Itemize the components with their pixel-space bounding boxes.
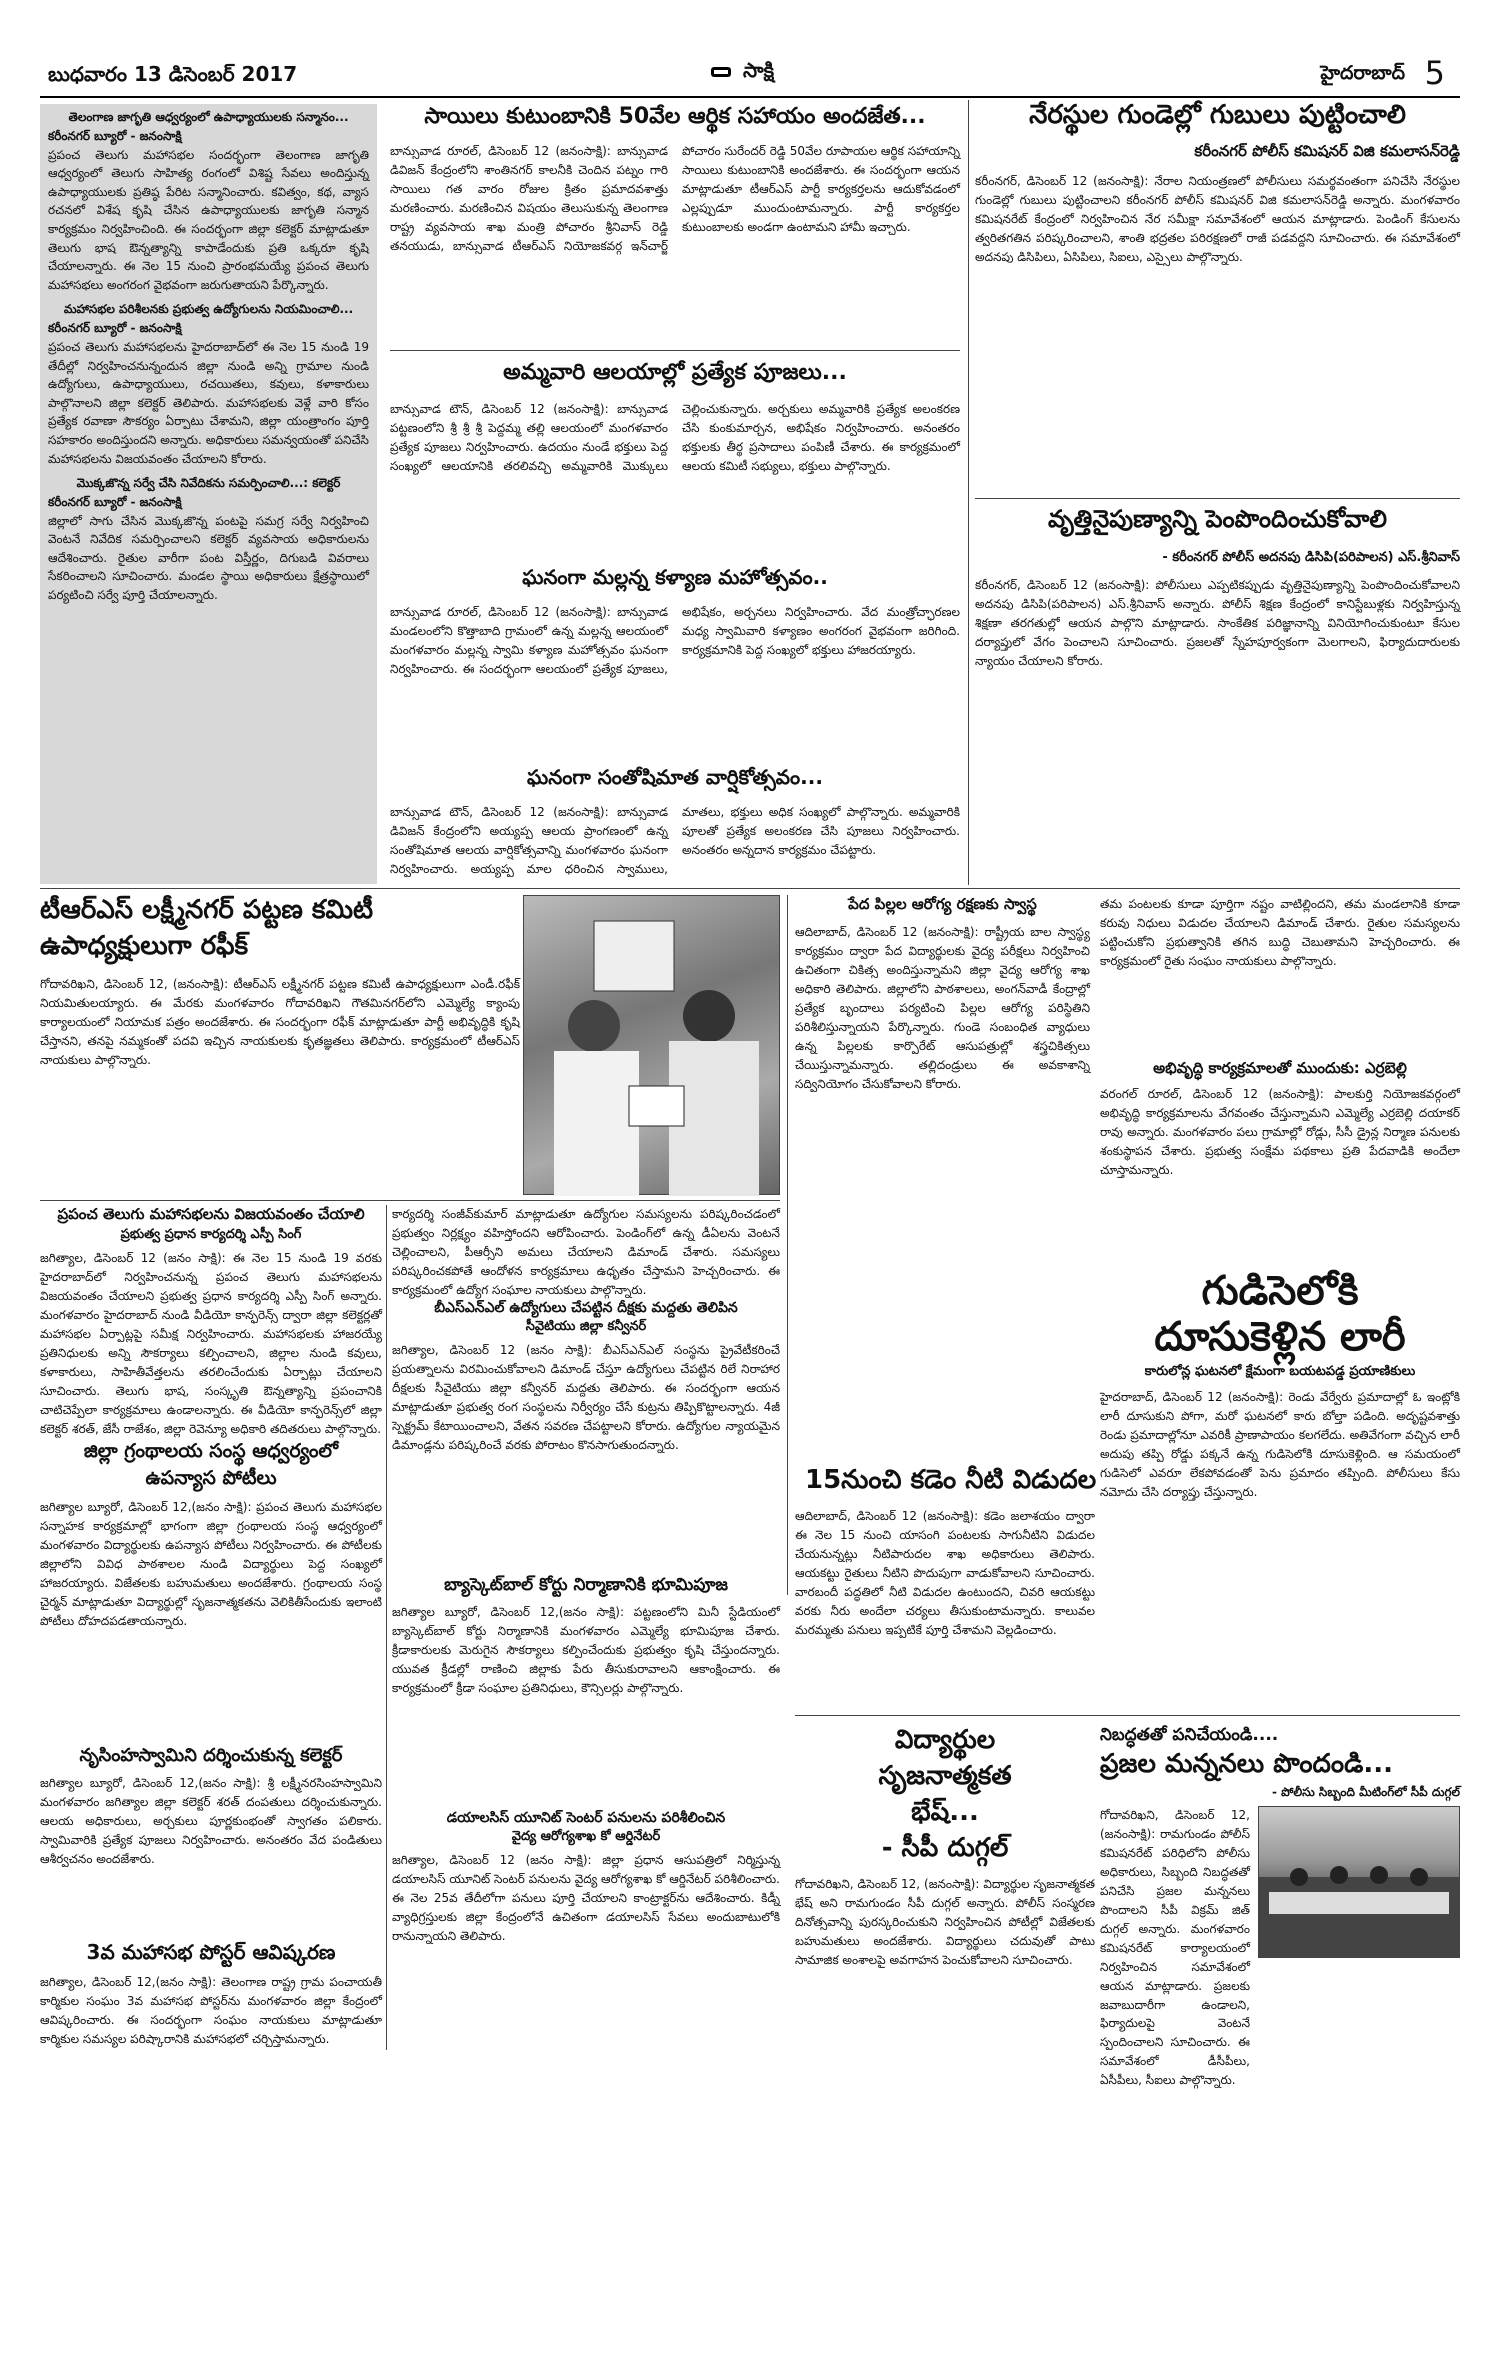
police-meeting-photo <box>1258 1806 1460 1958</box>
pedda-headline: పేద పిల్లల ఆరోగ్య రక్షణకు స్వాస్థ <box>848 895 1037 913</box>
header-city: హైదరాబాద్ <box>1320 62 1405 84</box>
pedda-text: ఆదిలాబాద్, డిసెంబర్ 12 (జనంసాక్షి): రాష్ట్రీయ బాల స్వాస్థ్య కార్యక్రమం ద్వారా పేద విద్యార్థులకు వైద్య పరీక్షలు నిర్వహించి ఉచితంగా చికిత్స అందిస్తున్నామని జిల్లా వైద్య ఆరోగ్య శాఖ అధికారి తెలిపారు. జిల్లాలోని పాఠశాలలు, అంగన్‌వాడీ కేంద్రాల్లో ప్రత్యేక బృందాలు పర్యటించి పిల్లల ఆరోగ్య పరిస్థితిని పరిశీలిస్తున్నాయని పేర్కొన్నారు. గుండె సంబంధిత వ్యాధులు ఉన్న పిల్లలకు కార్పొరేట్ ఆసుపత్రుల్లో శస్త్రచికిత్సలు చేయిస్తున్నామన్నారు. తల్లిదండ్రులు ఈ అవకాశాన్ని సద్వినియోగం చేసుకోవాలని కోరారు. <box>795 925 1090 1091</box>
column-divider <box>386 1205 387 2050</box>
vidyarthula-text: గోదావరిఖని, డిసెంబర్ 12, (జనంసాక్షి): విద్యార్థుల సృజనాత్మకత భేష్ అని రామగుండం సీపీ దుగ్గల్ అన్నారు. పోలీస్ సంస్మరణ దినోత్సవాన్ని పురస్కరించుకుని నిర్వహించిన పోటీల్లో విజేతలకు బహుమతులు అందజేశారు. విద్యార్థులు చదువుతో పాటు సామాజిక అంశాలపై అవగాహన పెంచుకోవాలని సూచించారు. <box>795 1877 1095 1967</box>
logo-icon <box>710 64 732 80</box>
dialysis-section <box>392 1810 780 2050</box>
prapancha-text: జగిత్యాల, డిసెంబర్ 12 (జనం సాక్షి): ఈ నెల 15 నుండి 19 వరకు హైదరాబాద్‌లో నిర్వహించనున్న ప్రపంచ తెలుగు మహాసభలను విజయవంతం చేయాలని ప్రభుత్వ ప్రధాన కార్యదర్శి ఎస్పీ సింగ్ అన్నారు. మంగళవారం హైదరాబాద్ నుండి వీడియో కాన్ఫరెన్స్ ద్వారా జిల్లా కలెక్టర్లతో మహాసభల ఏర్పాట్లపై సమీక్ష నిర్వహించారు. మహాసభలకు హాజరయ్యే ప్రతినిధులకు అన్ని సౌకర్యాలు కల్పించాలని, జిల్లాల నుండి కవులు, కళాకారులు, సాహితీవేత్తలను తరలించేందుకు ఏర్పాట్లు చేయాలని సూచించారు. తెలుగు భాష, సంస్కృతి ఔన్నత్యాన్ని ప్రపంచానికి చాటిచెప్పేలా కార్యక్రమాలు ఉండాలన్నారు. ఈ వీడియో కాన్ఫరెన్స్‌లో జిల్లా కలెక్టర్ శరత్, జేసీ రాజేశం, జిల్లా రెవెన్యూ అధికారి తదితరులు పాల్గొన్నారు. <box>40 1251 382 1436</box>
nrusimha-headline: నృసింహస్వామిని దర్శించుకున్న కలెక్టర్ <box>79 1745 343 1766</box>
left-item-2-title: మహాసభల పరిశీలనకు ప్రభుత్వ ఉద్యోగులను నియమించాలి... <box>63 302 354 317</box>
farmers-text: తమ పంటలకు కూడా పూర్తిగా నష్టం వాటిల్లిందని, తమ మండలానికి కూడా కరువు నిధులు విడుదల చేయాలని డిమాండ్ చేశారు. రైతుల సమస్యలను పట్టించుకోని ప్రభుత్వానికి తగిన బుద్ధి చెబుతామని హెచ్చరించారు. ఈ కార్యక్రమంలో రైతు సంఘం నాయకులు పాల్గొన్నారు. <box>1100 897 1460 968</box>
grandhalaya-headline-2: ఉపన్యాస పోటీలు <box>145 1467 277 1489</box>
column-divider <box>787 895 788 1595</box>
dialysis-subhead: వైద్య ఆరోగ్యశాఖ కో ఆర్డినేటర్ <box>511 1829 661 1844</box>
ammavari-text: బాన్సువాడ టౌన్, డిసెంబర్ 12 (జనంసాక్షి): బాన్సువాడ పట్టణంలోని శ్రీ శ్రీ శ్రీ పెద్దమ్మ తల్లి ఆలయంలో మంగళవారం ప్రత్యేక పూజలు నిర్వహించారు. ఉదయం నుండే భక్తులు పెద్ద సంఖ్యలో ఆలయానికి తరలివచ్చి అమ్మవారికి మొక్కులు చెల్లించుకున్నారు. అర్చకులు అమ్మవారికి ప్రత్యేక అలంకరణ చేసి కుంకుమార్చన, అభిషేకం నిర్వహించారు. అనంతరం భక్తులకు తీర్థ ప్రసాదాలు పంపిణీ చేశారు. ఈ కార్యక్రమంలో ఆలయ కమిటీ సభ్యులు, భక్తులు పాల్గొన్నారు. <box>390 402 960 473</box>
bsnl-subhead: సీవైటియు జిల్లా కన్వీనర్ <box>525 1319 647 1334</box>
nrusimha-text: జగిత్యాల బ్యూరో, డిసెంబర్ 12,(జనం సాక్షి): శ్రీ లక్ష్మీనరసింహస్వామిని మంగళవారం జగిత్యాల జిల్లా కలెక్టర్ శరత్ దంపతులు దర్శించుకున్నారు. ఆలయ అధికారులు, అర్చకులు పూర్ణకుంభంతో స్వాగతం పలికారు. స్వామివారికి ప్రత్యేక పూజలు నిర్వహించారు. అనంతరం వేద పండితులు ఆశీర్వచనం అందజేశారు. <box>40 1776 382 1866</box>
left-item-3-title: మొక్కజొన్న సర్వే చేసి నివేదికను సమర్పించాలి...: కలెక్టర్ <box>76 476 341 491</box>
prajala-credit: - పోలీసు సిబ్బంది మీటింగ్‌లో సీపీ దుగ్గల్ <box>1271 1785 1460 1799</box>
farmers-section <box>1100 895 1460 1260</box>
basket-text: జగిత్యాల బ్యూరో, డిసెంబర్ 12,(జనం సాక్షి): పట్టణంలోని మినీ స్టేడియంలో బ్యాస్కెట్‌బాల్ కోర్టు నిర్మాణానికి మంగళవారం ఎమ్మెల్యే భూమిపూజ చేశారు. క్రీడాకారులకు మెరుగైన సౌకర్యాలు కల్పించేందుకు ప్రభుత్వం కృషి చేస్తుందన్నారు. యువత క్రీడల్లో రాణించి జిల్లాకు పేరు తీసుకురావాలని ఆకాంక్షించారు. ఈ కార్యక్రమంలో క్రీడా సంఘాల ప్రతినిధులు, కౌన్సిలర్లు పాల్గొన్నారు. <box>392 1605 780 1695</box>
page-header <box>0 0 1500 92</box>
poster-section <box>40 1940 382 2050</box>
mallanna-text: బాన్సువాడ రూరల్, డిసెంబర్ 12 (జనంసాక్షి): బాన్సువాడ మండలంలోని కొత్తాబాది గ్రామంలో ఉన్న మల్లన్న ఆలయంలో మంగళవారం మల్లన్న స్వామి కళ్యాణ మహోత్సవం ఘనంగా నిర్వహించారు. ఈ సందర్భంగా ఆలయంలో ప్రత్యేక పూజలు, అభిషేకం, అర్చనలు నిర్వహించారు. వేద మంత్రోచ్ఛారణల మధ్య స్వామివారి కళ్యాణం అంగరంగ వైభవంగా జరిగింది. కార్యక్రమానికి పెద్ద సంఖ్యలో భక్తులు హాజరయ్యారు. <box>390 605 960 676</box>
prapancha-section <box>40 1205 382 1435</box>
vidyarthula-headline-4: - సీపీ దుగ్గల్ <box>881 1833 1009 1863</box>
col2-top-text: కార్యదర్శి సంజీవ్‌కుమార్ మాట్లాడుతూ ఉద్యోగుల సమస్యలను పరిష్కరించడంలో ప్రభుత్వం నిర్లక్ష్యం వహిస్తోందని ఆరోపించారు. పెండింగ్‌లో ఉన్న డీఏలను వెంటనే చెల్లించాలని, పీఆర్సీని అమలు చేయాలని డిమాండ్ చేశారు. సమస్యలు పరిష్కరించకపోతే ఆందోళన కార్యక్రమాలు ఉధృతం చేస్తామని హెచ్చరించారు. ఈ కార్యక్రమంలో ఉద్యోగ సంఘాల నాయకులు పాల్గొన్నారు. <box>392 1207 780 1297</box>
left-item-1-dateline: కరీంనగర్ బ్యూరో - జనంసాక్షి <box>48 129 182 143</box>
col2-top-section <box>392 1205 780 1295</box>
santhoshima-text: బాన్సువాడ టౌన్, డిసెంబర్ 12 (జనంసాక్షి): బాన్సువాడ డివిజన్ కేంద్రంలోని అయ్యప్ప ఆలయ ప్రాంగణంలో ఉన్న సంతోషిమాత ఆలయ వార్షికోత్సవాన్ని మంగళవారం ఘనంగా నిర్వహించారు. అయ్యప్ప మాల ధరించిన స్వాములు, మాతలు, భక్తులు అధిక సంఖ్యలో పాల్గొన్నారు. అమ్మవారికి పూలతో ప్రత్యేక అలంకరణ చేసి పూజలు నిర్వహించారు. అనంతరం అన్నదాన కార్యక్రమం చేపట్టారు. <box>390 805 960 876</box>
trs-section <box>40 895 520 1195</box>
prajala-kicker: నిబద్ధతతో పనిచేయండి.... <box>1100 1725 1279 1745</box>
poster-headline: 3వ మహాసభ పోస్టర్ ఆవిష్కరణ <box>86 1940 336 1964</box>
divider <box>795 1715 1460 1716</box>
divider <box>975 498 1460 499</box>
bsnl-section <box>392 1300 780 1570</box>
santhoshima-headline: ఘనంగా సంతోషిమాత వార్షికోత్సవం... <box>527 765 823 789</box>
vidyarthula-headline-2: సృజనాత్మకత <box>878 1761 1012 1791</box>
divider <box>40 1200 780 1201</box>
trs-text: గోదావరిఖని, డిసెంబర్ 12, (జనంసాక్షి): టీఆర్‌ఎస్ లక్ష్మీనగర్ పట్టణ కమిటీ ఉపాధ్యక్షులుగా ఎండీ.రఫీక్ నియమితులయ్యారు. ఈ మేరకు మంగళవారం గోదావరిఖని గౌతమినగర్‌లోని ఎమ్మెల్యే క్యాంపు కార్యాలయంలో నియామక పత్రం అందజేశారు. ఈ సందర్భంగా రఫీక్ మాట్లాడుతూ పార్టీ అభివృద్ధికి కృషి చేస్తానని, తనపై నమ్మకంతో పదవి ఇచ్చిన నాయకులకు కృతజ్ఞతలు తెలిపారు. కార్యక్రమంలో టీఆర్‌ఎస్ నాయకులు పాల్గొన్నారు. <box>40 977 520 1067</box>
grandhalaya-headline-1: జిల్లా గ్రంథాలయ సంస్థ ఆధ్వర్యంలో <box>83 1440 339 1462</box>
left-item-2-dateline: కరీంనగర్ బ్యూరో - జనంసాక్షి <box>48 321 182 336</box>
gudise-headline-2: దూసుకెళ్లిన లారీ <box>1154 1314 1406 1360</box>
trs-photo <box>523 895 780 1195</box>
bsnl-headline: బీఎస్ఎన్ఎల్ ఉద్యోగులు చేపట్టిన దీక్షకు మద్దతు తెలిపిన <box>434 1300 738 1316</box>
left-item-3-dateline: కరీంనగర్ బ్యూరో - జనంసాక్షి <box>48 495 182 510</box>
prajala-headline: ప్రజల మన్ననలు పొందండి... <box>1100 1749 1393 1779</box>
page-number: 5 <box>1424 54 1445 92</box>
header-date: బుధవారం 13 డిసెంబర్ 2017 <box>48 62 298 86</box>
nerasthula-subhead: కరీంనగర్ పోలీస్ కమిషనర్ విజి కమలాసన్‌రెడ్డి <box>1194 142 1460 160</box>
gudise-headline-1: గుడిసెలోకి <box>1201 1268 1359 1314</box>
errabelli-headline: అభివృద్ధి కార్యక్రమాలతో ముందుకు: ఎర్రబెల్లి <box>1153 1059 1407 1077</box>
prajala-section <box>1100 1725 1460 2088</box>
grandhalaya-section <box>40 1440 382 1740</box>
divider <box>390 350 960 351</box>
prapancha-subhead: ప్రభుత్వ ప్రధాన కార్యదర్శి ఎస్పీ సింగ్ <box>120 1227 302 1242</box>
prapancha-headline: ప్రపంచ తెలుగు మహాసభలను విజయవంతం చేయాలి <box>57 1205 365 1223</box>
dialysis-text: జగిత్యాల, డిసెంబర్ 12 (జనం సాక్షి): జిల్లా ప్రధాన ఆసుపత్రిలో నిర్మిస్తున్న డయాలసిస్ యూనిట్ సెంటర్ పనులను వైద్య ఆరోగ్యశాఖ కో ఆర్డినేటర్ పరిశీలించారు. ఈ నెల 25వ తేదీలోగా పనులు పూర్తి చేయాలని కాంట్రాక్టర్‌ను ఆదేశించారు. కిడ్నీ వ్యాధిగ్రస్తులకు జిల్లా కేంద్రంలోనే ఉచితంగా డయాలసిస్ సేవలు అందుబాటులోకి రానున్నాయని తెలిపారు. <box>392 1853 780 1943</box>
left-item-1-title: తెలంగాణ జాగృతి ఆధ్వర్యంలో ఉపాధ్యాయులకు సన్మానం... <box>68 110 349 124</box>
bsnl-text: జగిత్యాల, డిసెంబర్ 12 (జనం సాక్షి): బీఎస్‌ఎన్‌ఎల్ సంస్థను ప్రైవేటీకరించే ప్రయత్నాలను విరమించుకోవాలని డిమాండ్ చేస్తూ ఉద్యోగులు చేపట్టిన రిలే నిరాహార దీక్షలకు సీవైటియు జిల్లా కన్వీనర్ మద్దతు తెలిపారు. ఈ సందర్భంగా ఆయన మాట్లాడుతూ ప్రభుత్వ రంగ సంస్థలను నిర్వీర్యం చేసే కుట్రను తిప్పికొట్టాలన్నారు. 4జీ స్పెక్ట్రమ్ కేటాయించాలని, వేతన సవరణ చేపట్టాలని కోరారు. ఉద్యోగుల న్యాయమైన డిమాండ్లను పరిష్కరించే వరకు పోరాటం కొనసాగుతుందన్నారు. <box>392 1343 780 1452</box>
neeti-text: ఆదిలాబాద్, డిసెంబర్ 12 (జనంసాక్షి): కడెం జలాశయం ద్వారా ఈ నెల 15 నుంచి యాసంగి పంటలకు సాగునీటిని విడుదల చేయనున్నట్లు నీటిపారుదల శాఖ అధికారులు తెలిపారు. ఆయకట్టు రైతులు నీటిని పొదుపుగా వాడుకోవాలని సూచించారు. వారబందీ పద్ధతిలో నీటి విడుదల ఉంటుందని, చివరి ఆయకట్టు వరకు నీరు అందేలా చర్యలు తీసుకుంటామన్నారు. కాలువల మరమ్మతు పనులు ఇప్పటికే పూర్తి చేశామని వెల్లడించారు. <box>795 1509 1095 1637</box>
gudise-subhead: కారులోన్ల ఘటనలో క్షేమంగా బయటపడ్డ ప్రయాణికులు <box>1144 1364 1416 1379</box>
errabelli-text: వరంగల్ రూరల్, డిసెంబర్ 12 (జనంసాక్షి): పాలకుర్తి నియోజకవర్గంలో అభివృద్ధి కార్యక్రమాలను వేగవంతం చేస్తున్నామని ఎమ్మెల్యే ఎర్రబెల్లి దయాకర్ రావు అన్నారు. మంగళవారం పలు గ్రామాల్లో రోడ్లు, సీసీ డ్రైన్ల నిర్మాణ పనులకు శంకుస్థాపన చేశారు. ప్రభుత్వ సంక్షేమ పథకాలు ప్రతి పేదవాడికి అందేలా చూస్తామన్నారు. <box>1100 1087 1460 1177</box>
vrutti-headline: వృత్తినైపుణ్యాన్ని పెంపొందించుకోవాలి <box>1047 505 1388 533</box>
neeti-section <box>795 1465 1455 1715</box>
vrutti-text: కరీంనగర్, డిసెంబర్ 12 (జనంసాక్షి): పోలీసులు ఎప్పటికప్పుడు వృత్తినైపుణ్యాన్ని పెంపొందించుకోవాలని అదనపు డిసిపి(పరిపాలన) ఎస్.శ్రీనివాస్ అన్నారు. పోలీస్ శిక్షణ కేంద్రంలో కానిస్టేబుళ్లకు నిర్వహిస్తున్న శిక్షణా తరగతుల్లో ఆయన పాల్గొని మాట్లాడారు. సాంకేతిక పరిజ్ఞానాన్ని వినియోగించుకుంటూ కేసుల దర్యాప్తులో వేగం పెంచాలని సూచించారు. ప్రజలతో స్నేహపూర్వకంగా మెలగాలని, ఫిర్యాదుదారులకు న్యాయం చేయాలని కోరారు. <box>975 578 1460 668</box>
header-rule <box>40 96 1460 98</box>
dialysis-headline: డయాలసిస్ యూనిట్ సెంటర్ పనులను పరిశీలించిన <box>446 1810 726 1826</box>
sayilu-text: బాన్సువాడ రూరల్, డిసెంబర్ 12 (జనంసాక్షి): బాన్సువాడ డివిజన్ కేంద్రంలోని శాంతినగర్ కాలనీకి చెందిన పట్నం గారి సాయిలు గత వారం రోజుల క్రితం ప్రమాదవశాత్తు మరణించారు. మరణించిన విషయం తెలుసుకున్న తెలంగాణ రాష్ట్ర వ్యవసాయ శాఖ మంత్రి పోచారం శ్రీనివాస్ రెడ్డి తనయుడు, బాన్సువాడ టీఆర్‌ఎస్ నియోజకవర్గ ఇన్‌చార్జ్ పోచారం సురేందర్ రెడ్డి 50వేల రూపాయల ఆర్థిక సహాయాన్ని సాయిలు కుటుంబానికి అందజేశారు. ఈ సందర్భంగా ఆయన మాట్లాడుతూ టీఆర్‌ఎస్ పార్టీ కార్యకర్తలను ఆదుకోవడంలో ఎల్లప్పుడూ ముందుంటామన్నారు. పార్టీ కార్యకర్తల కుటుంబాలకు అండగా ఉంటామని హామీ ఇచ్చారు. <box>390 144 960 253</box>
masthead-text: సాక్షి <box>742 58 775 82</box>
gudise-text: హైదరాబాద్, డిసెంబర్ 12 (జనంసాక్షి): రెండు వేర్వేరు ప్రమాదాల్లో ఓ ఇంట్లోకి లారీ దూసుకుని పోగా, మరో ఘటనలో కారు బోల్తా పడింది. అదృష్టవశాత్తు రెండు ప్రమాదాల్లోనూ ఎవరికీ ప్రాణాపాయం కలగలేదు. అతివేగంగా వచ్చిన లారీ అదుపు తప్పి రోడ్డు పక్కనే ఉన్న గుడిసెలోకి దూసుకెళ్లింది. ఆ సమయంలో గుడిసెలో ఎవరూ లేకపోవడంతో పెను ప్రమాదం తప్పింది. పోలీసులు కేసు నమోదు చేసి దర్యాప్తు చేస్తున్నారు. <box>1100 1390 1460 1499</box>
meeting-figures <box>1259 1807 1459 1957</box>
nrusimha-section <box>40 1745 382 1935</box>
column-divider <box>968 100 969 885</box>
sayilu-headline: సాయిలు కుటుంబానికి 50వేల ఆర్థిక సహాయం అందజేత... <box>424 104 926 129</box>
masthead-logo <box>710 58 774 87</box>
section-divider <box>40 888 1460 889</box>
right-top-section <box>975 100 1460 885</box>
vidyarthula-section <box>795 1725 1095 2055</box>
basket-section <box>392 1575 780 1805</box>
trs-headline-1: టీఆర్ఎస్ లక్ష్మీనగర్ పట్టణ కమిటీ <box>40 895 374 925</box>
poster-text: జగిత్యాల, డిసెంబర్ 12,(జనం సాక్షి): తెలంగాణ రాష్ట్ర గ్రామ పంచాయతీ కార్మికుల సంఘం 3వ మహాసభ పోస్టర్‌ను మంగళవారం జిల్లా కేంద్రంలో ఆవిష్కరించారు. ఈ సందర్భంగా సంఘం నాయకులు మాట్లాడుతూ కార్మికుల సమస్యల పరిష్కారానికి మహాసభలో చర్చిస్తామన్నారు. <box>40 1975 382 2046</box>
ammavari-headline: అమ్మవారి ఆలయాల్లో ప్రత్యేక పూజలు... <box>503 360 847 385</box>
prajala-text: గోదావరిఖని, డిసెంబర్ 12, (జనంసాక్షి): రామగుండం పోలీస్ కమిషనరేట్ పరిధిలోని పోలీసు అధికారులు, సిబ్బంది నిబద్ధతతో పనిచేసి ప్రజల మన్ననలు పొందాలని సీపీ విక్రమ్ జిత్ దుగ్గల్ అన్నారు. మంగళవారం కమిషనరేట్ కార్యాలయంలో నిర్వహించిన సమావేశంలో ఆయన మాట్లాడారు. ప్రజలకు జవాబుదారీగా ఉండాలని, ఫిర్యాదులపై వెంటనే స్పందించాలని సూచించారు. ఈ సమావేశంలో డీసీపీలు, ఏసీపీలు, సీఐలు పాల్గొన్నారు. <box>1100 1808 1250 2088</box>
nerasthula-headline: నేరస్థుల గుండెల్లో గుబులు పుట్టించాలి <box>1029 100 1406 130</box>
vidyarthula-headline-1: విద్యార్థుల <box>894 1725 996 1755</box>
basket-headline: బ్యాస్కెట్‌బాల్ కోర్టు నిర్మాణానికి భూమిపూజ <box>444 1575 728 1595</box>
neeti-headline: 15నుంచి కడెం నీటి విడుదల <box>805 1465 1097 1495</box>
vidyarthula-headline-3: భేష్... <box>911 1797 979 1827</box>
trs-headline-2: ఉపాధ్యక్షులుగా రఫీక్ <box>40 931 249 961</box>
nerasthula-text: కరీంనగర్, డిసెంబర్ 12 (జనంసాక్షి): నేరాల నియంత్రణలో పోలీసులు సమర్థవంతంగా పనిచేసి నేరస్థుల గుండెల్లో గుబులు పుట్టించాలని కరీంనగర్ పోలీస్ కమిషనర్ విజి కమలాసన్‌రెడ్డి అన్నారు. మంగళవారం కమిషనరేట్ కేంద్రంలో నిర్వహించిన నేర సమీక్షా సమావేశంలో ఆయన మాట్లాడారు. పెండింగ్ కేసులను త్వరితగతిన పరిష్కరించాలని, శాంతి భద్రతల పరిరక్షణలో రాజీ పడవద్దని సూచించారు. ఈ సమావేశంలో అదనపు డిసిపిలు, ఏసిపిలు, సిఐలు, ఎస్సైలు పాల్గొన్నారు. <box>975 174 1460 264</box>
left-item-3-text: జిల్లాలో సాగు చేసిన మొక్కజొన్న పంటపై సమగ్ర సర్వే నిర్వహించి వెంటనే నివేదిక సమర్పించాలని కలెక్టర్ వ్యవసాయ అధికారులను ఆదేశించారు. రైతుల వారీగా పంట విస్తీర్ణం, దిగుబడి వివరాలు సేకరించాలని సూచించారు. మండల స్థాయి అధికారులు క్షేత్రస్థాయిలో పర్యటించి సర్వే పూర్తి చేయాలన్నారు. <box>48 513 369 603</box>
left-item-2-text: ప్రపంచ తెలుగు మహాసభలను హైదరాబాద్‌లో ఈ నెల 15 నుండి 19 తేదీల్లో నిర్వహించనున్నందున జిల్లా నుండి అన్ని గ్రామాల నుండి ఉద్యోగులు, ఉపాధ్యాయులు, రచయితలు, కవులు, కళాకారులు పాల్గొనాలని జిల్లా కలెక్టర్ తెలిపారు. మహాసభలకు వెళ్లే వారి కోసం ప్రత్యేక రవాణా సౌకర్యం ఏర్పాటు చేశామని, జిల్లా యంత్రాంగం పూర్తి సహకారం అందిస్తుందని అన్నారు. అధికారులు సమన్వయంతో పనిచేసి మహాసభలను విజయవంతం చేయాలని కోరారు. <box>48 339 369 466</box>
grandhalaya-text: జగిత్యాల బ్యూరో, డిసెంబర్ 12,(జనం సాక్షి): ప్రపంచ తెలుగు మహాసభల సన్నాహక కార్యక్రమాల్లో భాగంగా జిల్లా గ్రంథాలయ సంస్థ ఆధ్వర్యంలో మంగళవారం విద్యార్థులకు ఉపన్యాస పోటీలు నిర్వహించారు. ఈ పోటీలకు జిల్లాలోని వివిధ పాఠశాలల నుండి విద్యార్థులు పెద్ద సంఖ్యలో హాజరయ్యారు. విజేతలకు బహుమతులు అందజేశారు. గ్రంథాలయ సంస్థ చైర్మన్ మాట్లాడుతూ విద్యార్థుల్లో సృజనాత్మకతను వెలికితీసేందుకు ఇలాంటి పోటీలు దోహదపడతాయన్నారు. <box>40 1500 382 1628</box>
left-item-1-text: ప్రపంచ తెలుగు మహాసభల సందర్భంగా తెలంగాణ జాగృతి ఆధ్వర్యంలో తెలుగు సాహిత్య రంగంలో విశిష్ట సేవలు అందిస్తున్న ఉపాధ్యాయులకు ప్రతిష్ఠ పేరిట సన్మానించారు. కవిత్వం, కథ, వ్యాస రచనలో విశేష కృషి చేసిన ఉపాధ్యాయులకు జాగృతి సన్మాన కార్యక్రమం నిర్వహించింది. ఈ సందర్భంగా జిల్లా కలెక్టర్ మాట్లాడుతూ తెలుగు భాష ఔన్నత్యాన్ని కాపాడేందుకు ప్రతి ఒక్కరూ కృషి చేయాలన్నారు. ఈ నెల 15 నుంచి ప్రారంభమయ్యే ప్రపంచ తెలుగు మహాసభలు అంగరంగ వైభవంగా జరుగుతాయని పేర్కొన్నారు. <box>48 147 369 292</box>
photo-figures <box>524 896 781 1196</box>
vrutti-subhead: - కరీంనగర్ పోలీస్ అదనపు డిసిపి(పరిపాలన) ఎస్.శ్రీనివాస్ <box>1162 550 1460 565</box>
left-grey-column <box>40 104 377 884</box>
middle-top-section <box>390 100 960 885</box>
pedda-section <box>795 895 1090 1455</box>
mallanna-headline: ఘనంగా మల్లన్న కళ్యాణ మహోత్సవం.. <box>522 565 828 589</box>
